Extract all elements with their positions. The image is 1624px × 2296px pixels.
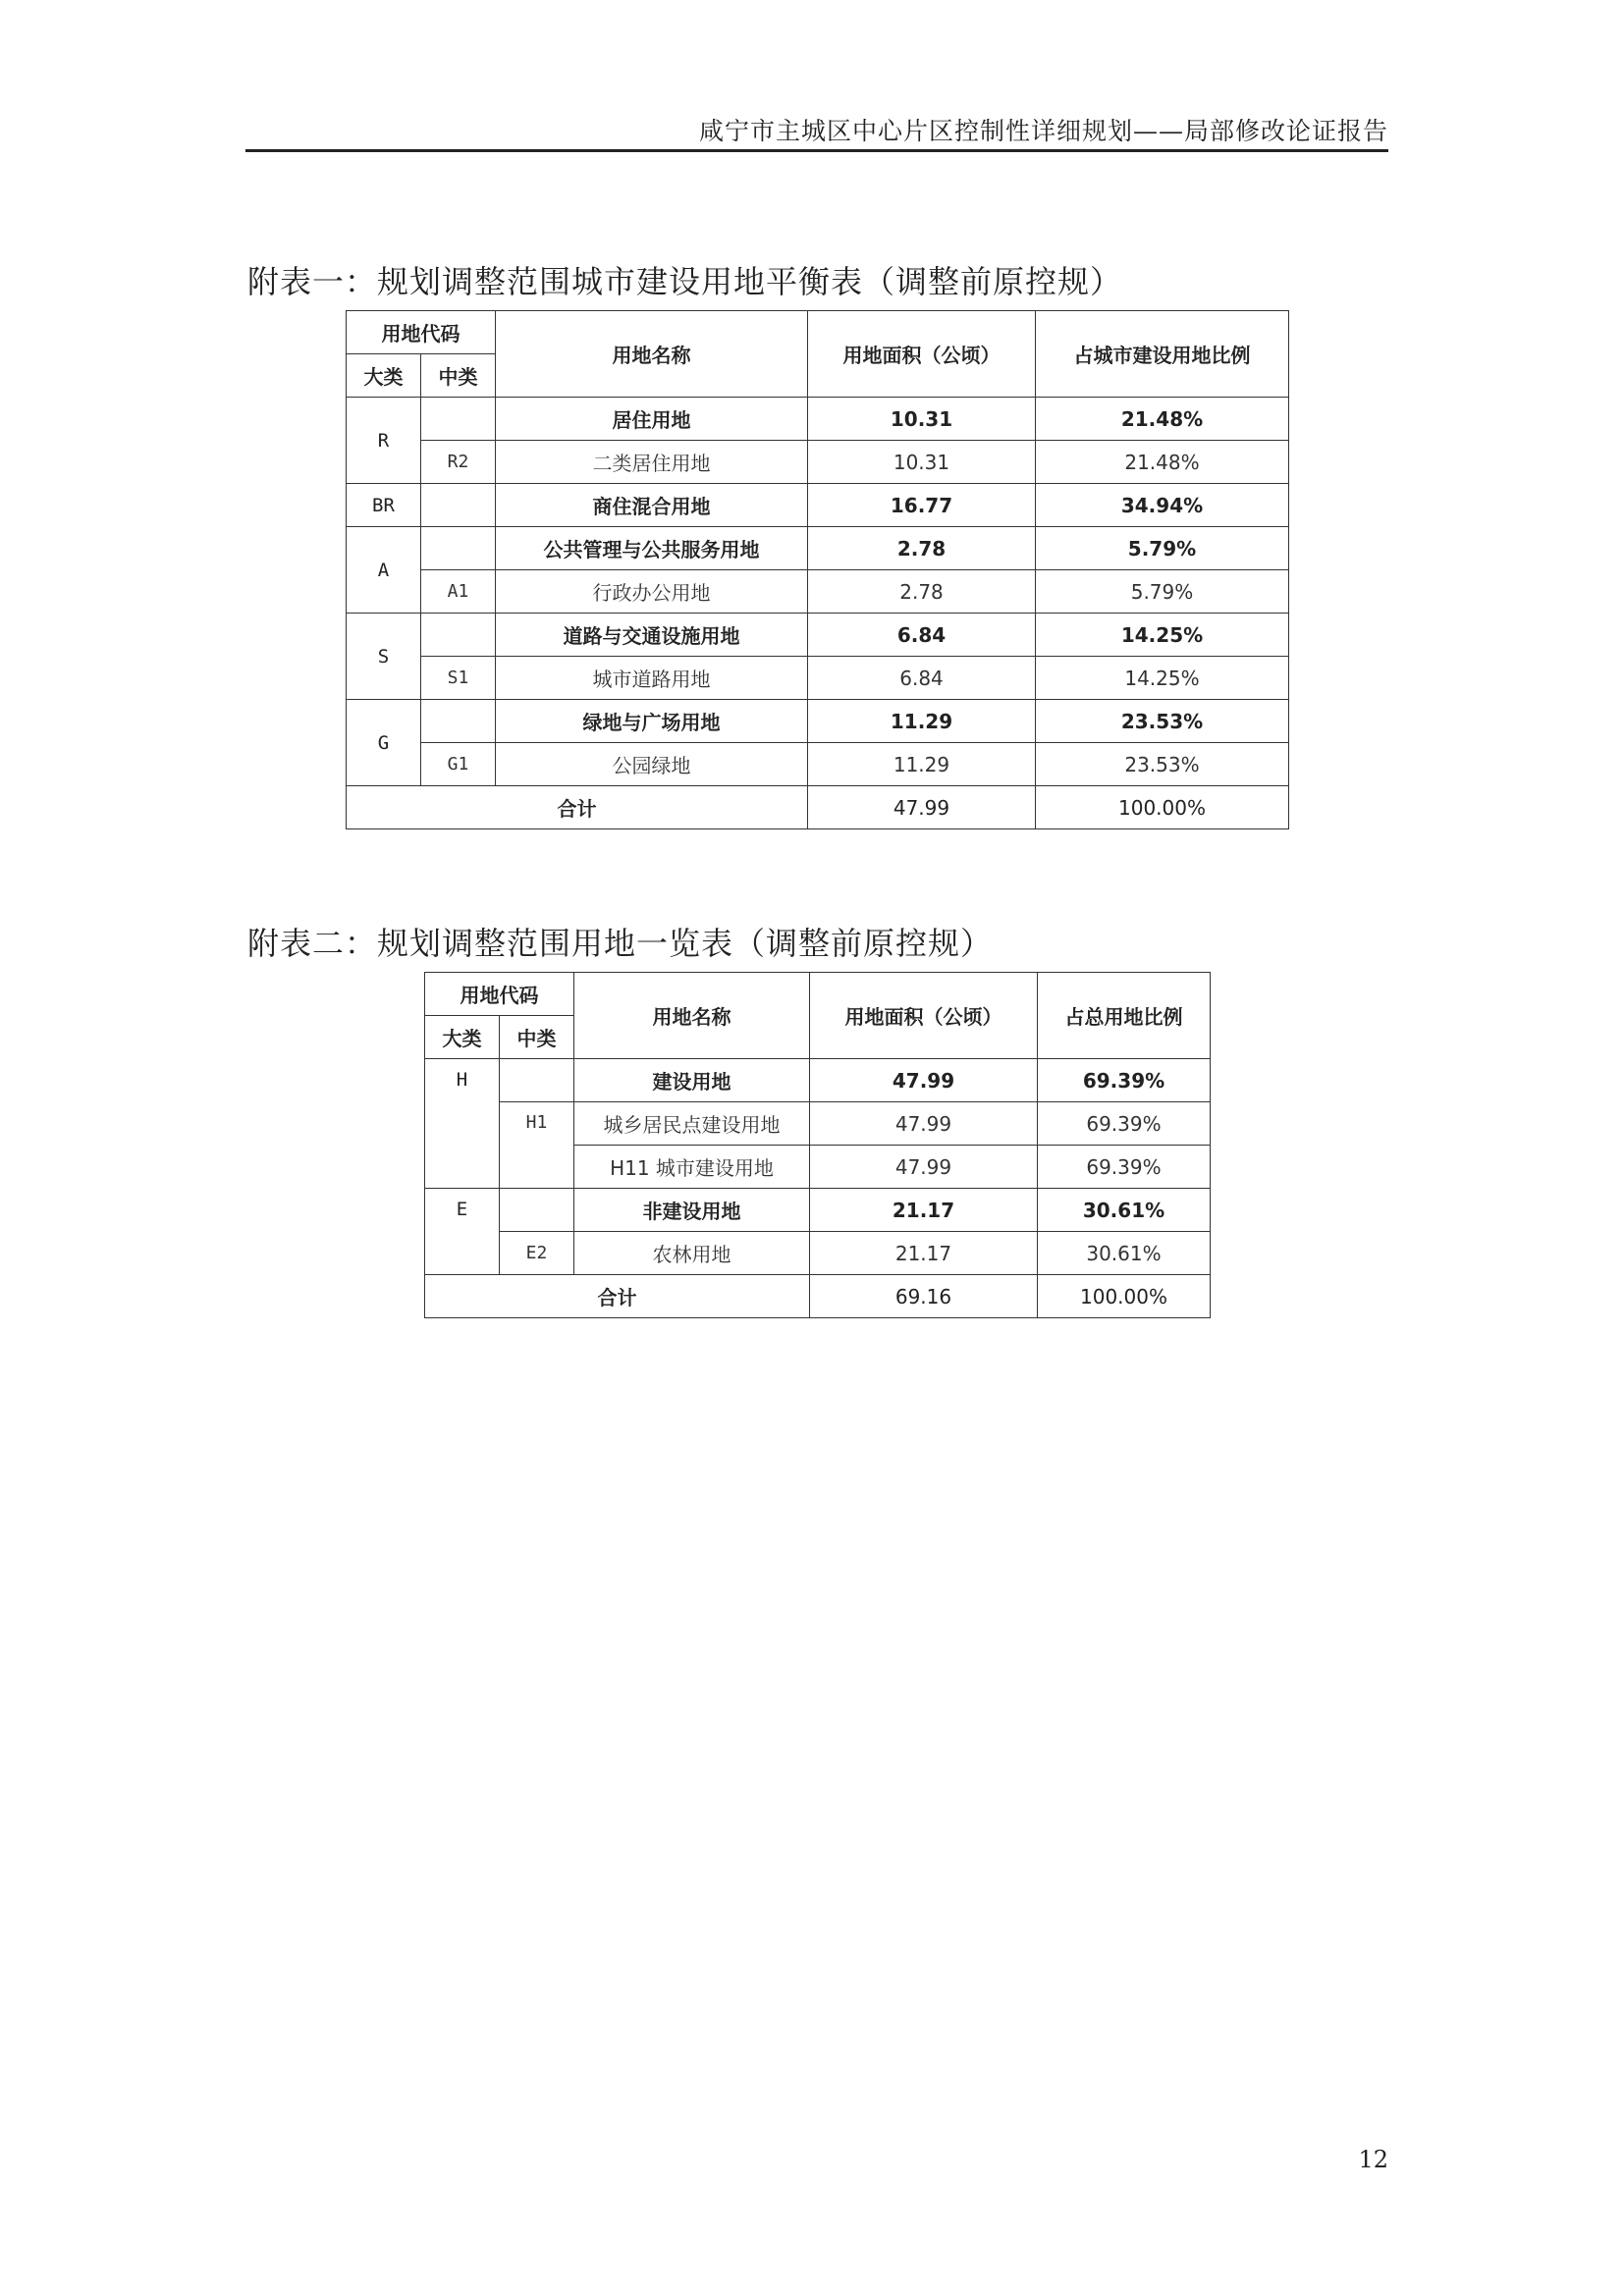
minor-code-cell: S1 bbox=[421, 657, 496, 700]
table-row bbox=[425, 1059, 1211, 1102]
ratio-cell: 5.79% bbox=[1036, 570, 1289, 614]
header-land-name: 用地名称 bbox=[496, 311, 808, 398]
table-row bbox=[347, 527, 1289, 570]
table-row bbox=[347, 743, 1289, 786]
table-row bbox=[425, 1102, 1211, 1146]
ratio-cell: 30.61% bbox=[1038, 1189, 1211, 1232]
total-label: 合计 bbox=[347, 786, 808, 829]
minor-code-cell bbox=[421, 614, 496, 657]
major-code-cell: G bbox=[347, 700, 421, 786]
land-name-cell: 道路与交通设施用地 bbox=[496, 614, 808, 657]
header-land-ratio: 占总用地比例 bbox=[1038, 973, 1211, 1059]
table-row bbox=[347, 614, 1289, 657]
area-cell: 16.77 bbox=[808, 484, 1036, 527]
ratio-cell: 69.39% bbox=[1038, 1059, 1211, 1102]
major-code-cell: R bbox=[347, 398, 421, 484]
header-minor-class: 中类 bbox=[500, 1016, 574, 1059]
land-name-cell: 公园绿地 bbox=[496, 743, 808, 786]
land-name-cell: 城市道路用地 bbox=[496, 657, 808, 700]
major-code-cell: BR bbox=[347, 484, 421, 527]
total-ratio: 100.00% bbox=[1038, 1275, 1211, 1318]
ratio-cell: 30.61% bbox=[1038, 1232, 1211, 1275]
header-divider bbox=[245, 149, 1388, 152]
minor-code-cell: G1 bbox=[421, 743, 496, 786]
ratio-cell: 21.48% bbox=[1036, 441, 1289, 484]
header-minor-class: 中类 bbox=[421, 354, 496, 398]
header-land-area: 用地面积（公顷） bbox=[808, 311, 1036, 398]
total-area: 69.16 bbox=[810, 1275, 1038, 1318]
ratio-cell: 14.25% bbox=[1036, 657, 1289, 700]
major-code-cell: E bbox=[425, 1189, 500, 1275]
area-cell: 10.31 bbox=[808, 398, 1036, 441]
land-name-cell: 绿地与广场用地 bbox=[496, 700, 808, 743]
area-cell: 2.78 bbox=[808, 570, 1036, 614]
land-use-list-table bbox=[424, 972, 1211, 1318]
area-cell: 47.99 bbox=[810, 1102, 1038, 1146]
land-name-cell: 农林用地 bbox=[574, 1232, 810, 1275]
total-label: 合计 bbox=[425, 1275, 810, 1318]
table2-caption: 附表二：规划调整范围用地一览表（调整前原控规） bbox=[247, 925, 994, 962]
table-total-row bbox=[425, 1275, 1211, 1318]
minor-code-cell bbox=[421, 700, 496, 743]
area-cell: 11.29 bbox=[808, 700, 1036, 743]
header-land-area: 用地面积（公顷） bbox=[810, 973, 1038, 1059]
header-major-class: 大类 bbox=[347, 354, 421, 398]
major-code-cell: H bbox=[425, 1059, 500, 1189]
table1-caption: 附表一：规划调整范围城市建设用地平衡表（调整前原控规） bbox=[247, 263, 1123, 300]
header-land-code: 用地代码 bbox=[425, 973, 574, 1016]
area-cell: 2.78 bbox=[808, 527, 1036, 570]
land-name-cell: 公共管理与公共服务用地 bbox=[496, 527, 808, 570]
major-code-cell: S bbox=[347, 614, 421, 700]
land-name-cell: 居住用地 bbox=[496, 398, 808, 441]
minor-code-cell bbox=[421, 484, 496, 527]
ratio-cell: 69.39% bbox=[1038, 1102, 1211, 1146]
ratio-cell: 5.79% bbox=[1036, 527, 1289, 570]
major-code-cell: A bbox=[347, 527, 421, 614]
total-area: 47.99 bbox=[808, 786, 1036, 829]
table-header-row bbox=[425, 973, 1211, 1016]
table-row bbox=[347, 441, 1289, 484]
header-land-ratio: 占城市建设用地比例 bbox=[1036, 311, 1289, 398]
table-row bbox=[347, 657, 1289, 700]
table-total-row bbox=[347, 786, 1289, 829]
ratio-cell: 34.94% bbox=[1036, 484, 1289, 527]
minor-code-cell: H1 bbox=[500, 1102, 574, 1189]
minor-code-cell bbox=[500, 1189, 574, 1232]
page-number: 12 bbox=[1358, 2146, 1388, 2173]
minor-code-cell: R2 bbox=[421, 441, 496, 484]
table-row bbox=[347, 398, 1289, 441]
minor-code-cell: A1 bbox=[421, 570, 496, 614]
table-header-row bbox=[347, 311, 1289, 354]
area-cell: 6.84 bbox=[808, 614, 1036, 657]
table-row bbox=[347, 700, 1289, 743]
ratio-cell: 69.39% bbox=[1038, 1146, 1211, 1189]
area-cell: 47.99 bbox=[810, 1059, 1038, 1102]
minor-code-cell bbox=[421, 527, 496, 570]
document-header-title: 咸宁市主城区中心片区控制性详细规划——局部修改论证报告 bbox=[698, 117, 1388, 145]
total-ratio: 100.00% bbox=[1036, 786, 1289, 829]
ratio-cell: 14.25% bbox=[1036, 614, 1289, 657]
area-cell: 47.99 bbox=[810, 1146, 1038, 1189]
table-row bbox=[425, 1232, 1211, 1275]
table-row bbox=[425, 1189, 1211, 1232]
area-cell: 21.17 bbox=[810, 1189, 1038, 1232]
table-row bbox=[347, 570, 1289, 614]
land-name-cell: 商住混合用地 bbox=[496, 484, 808, 527]
header-land-code: 用地代码 bbox=[347, 311, 496, 354]
land-name-cell: 非建设用地 bbox=[574, 1189, 810, 1232]
area-cell: 21.17 bbox=[810, 1232, 1038, 1275]
minor-code-cell: E2 bbox=[500, 1232, 574, 1275]
header-land-name: 用地名称 bbox=[574, 973, 810, 1059]
land-balance-table bbox=[346, 310, 1289, 829]
table-row bbox=[347, 484, 1289, 527]
land-name-cell: 行政办公用地 bbox=[496, 570, 808, 614]
area-cell: 11.29 bbox=[808, 743, 1036, 786]
header-major-class: 大类 bbox=[425, 1016, 500, 1059]
ratio-cell: 23.53% bbox=[1036, 743, 1289, 786]
minor-code-cell bbox=[421, 398, 496, 441]
ratio-cell: 23.53% bbox=[1036, 700, 1289, 743]
land-name-cell: 城乡居民点建设用地 bbox=[574, 1102, 810, 1146]
area-cell: 6.84 bbox=[808, 657, 1036, 700]
land-name-cell: 建设用地 bbox=[574, 1059, 810, 1102]
area-cell: 10.31 bbox=[808, 441, 1036, 484]
land-name-cell: H11 城市建设用地 bbox=[574, 1146, 810, 1189]
ratio-cell: 21.48% bbox=[1036, 398, 1289, 441]
land-name-cell: 二类居住用地 bbox=[496, 441, 808, 484]
minor-code-cell bbox=[500, 1059, 574, 1102]
